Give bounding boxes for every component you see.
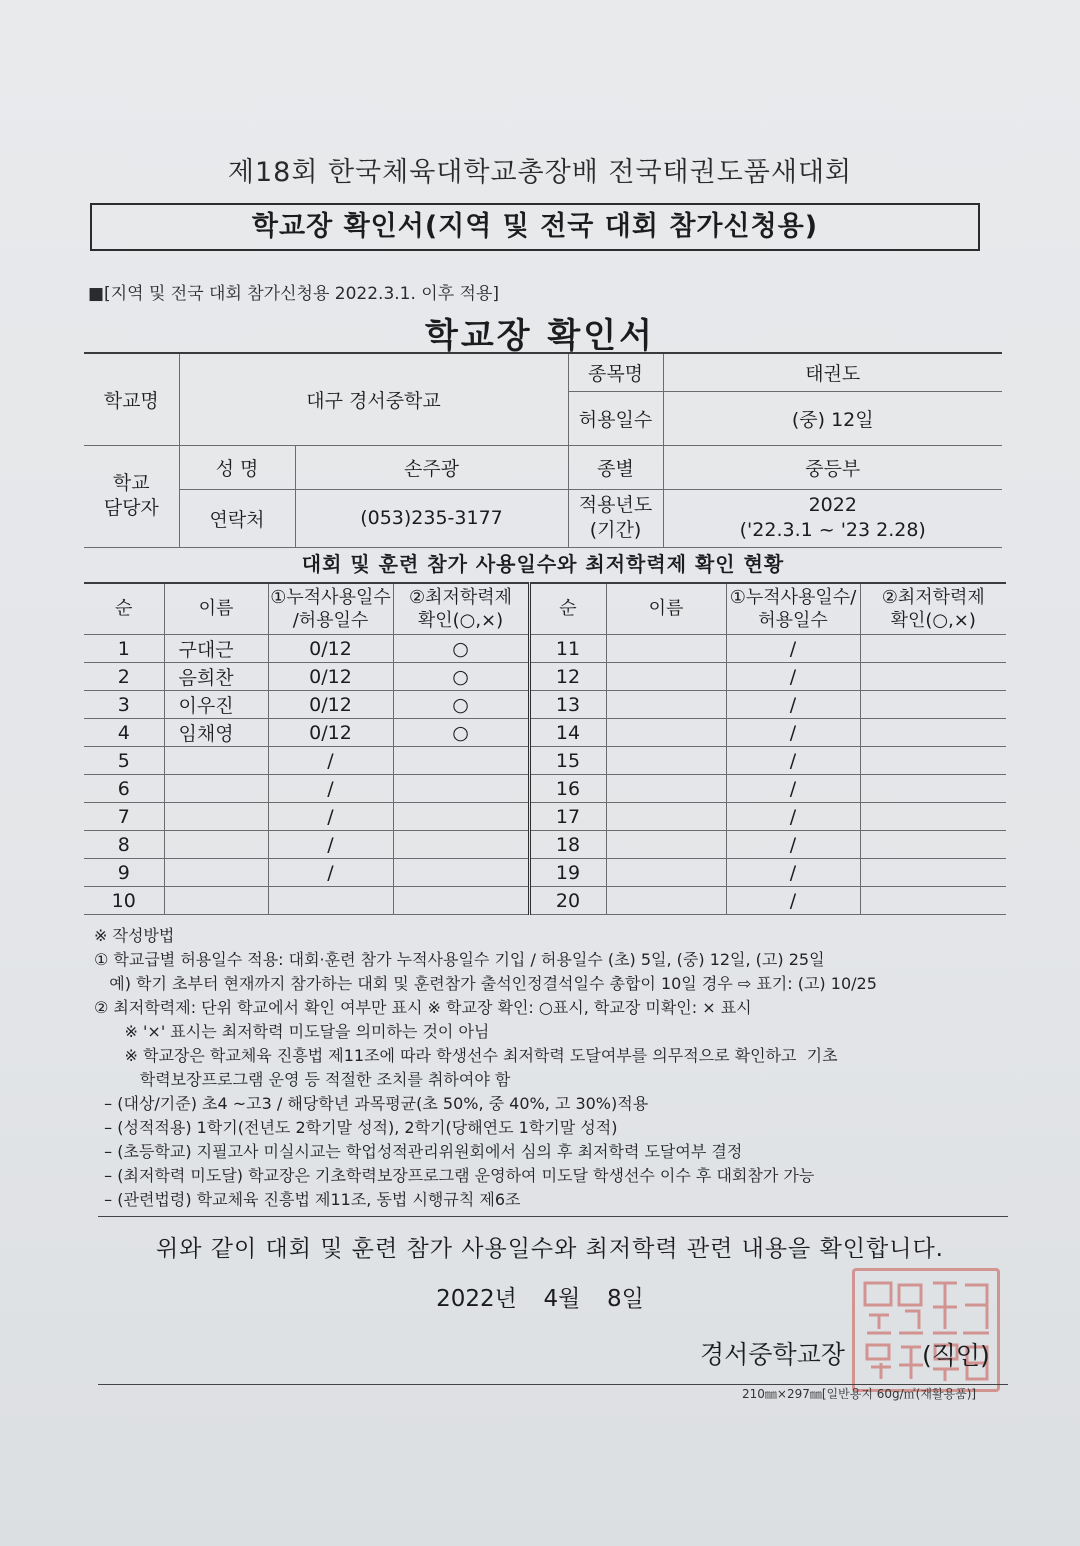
official-seal <box>852 1268 1000 1392</box>
instruction-line: – (초등학교) 지필고사 미실시교는 학업성적관리위원회에서 심의 후 최저학력 도달여부 결정 <box>94 1142 743 1161</box>
col-header-days: ①누적사용일수 /허용일수 <box>268 583 393 635</box>
cell-no: 17 <box>529 803 606 831</box>
sport-label: 종목명 <box>568 353 663 391</box>
col-header-name: 이름 <box>164 583 268 635</box>
name-value: 손주광 <box>295 445 568 489</box>
manager-label: 학교 담당자 <box>84 445 179 547</box>
writing-instructions <box>94 924 1024 1212</box>
cell-name: 이우진 <box>164 691 268 719</box>
cell-days: / <box>726 803 860 831</box>
cell-days: / <box>726 831 860 859</box>
cell-no: 2 <box>84 663 164 691</box>
cell-check <box>393 803 529 831</box>
cell-no: 18 <box>529 831 606 859</box>
cell-days: 0/12 <box>268 691 393 719</box>
cell-name <box>164 747 268 775</box>
cell-no: 14 <box>529 719 606 747</box>
year-value: 2022 ('22.3.1 ~ '23 2.28) <box>663 489 1002 547</box>
cell-no: 20 <box>529 887 606 915</box>
cell-check <box>860 803 1006 831</box>
cell-name <box>606 747 726 775</box>
instruction-line: – (관련법령) 학교체육 진흥법 제11조, 동법 시행규칙 제6조 <box>94 1190 521 1209</box>
confirmation-statement: 위와 같이 대회 및 훈련 참가 사용일수와 최저학력 관련 내용을 확인합니다. <box>156 1236 944 1262</box>
category-value: 중등부 <box>663 445 1002 489</box>
cell-check <box>860 747 1006 775</box>
cell-no: 8 <box>84 831 164 859</box>
school-info-table <box>84 352 1002 548</box>
cell-name <box>164 775 268 803</box>
sport-value: 태권도 <box>663 353 1002 391</box>
cell-no: 5 <box>84 747 164 775</box>
event-title: 제18회 한국체육대학교총장배 전국태권도품새대회 <box>227 157 853 188</box>
cell-days: / <box>726 663 860 691</box>
cell-name <box>164 859 268 887</box>
cell-days: / <box>268 747 393 775</box>
table-row <box>84 887 1006 915</box>
cell-days: / <box>726 719 860 747</box>
cell-check <box>860 775 1006 803</box>
cell-check <box>393 859 529 887</box>
col-header-no-right: 순 <box>529 583 606 635</box>
cell-days: 0/12 <box>268 719 393 747</box>
year-label: 적용년도 (기간) <box>568 489 663 547</box>
cell-days: / <box>268 859 393 887</box>
cell-no: 1 <box>84 635 164 663</box>
cell-name <box>606 719 726 747</box>
instruction-line: ※ '×' 표시는 최저학력 미도달을 의미하는 것이 아님 <box>94 1022 490 1041</box>
student-status-table <box>84 582 1006 915</box>
table-row <box>84 859 1006 887</box>
contact-value: (053)235-3177 <box>295 489 568 547</box>
cell-name <box>606 775 726 803</box>
cell-days: / <box>726 887 860 915</box>
cell-days: / <box>268 831 393 859</box>
cell-days: / <box>268 803 393 831</box>
cell-no: 4 <box>84 719 164 747</box>
cell-check: ○ <box>393 635 529 663</box>
instruction-line: – (대상/기준) 초4 ~고3 / 해당학년 과목평균(초 50%, 중 40%, 고 30%)적용 <box>94 1094 649 1113</box>
cell-name <box>606 887 726 915</box>
col-header-days-right: ①누적사용일수/ 허용일수 <box>726 583 860 635</box>
cell-days: / <box>726 691 860 719</box>
instruction-line: – (최저학력 미도달) 학교장은 기초학력보장프로그램 운영하여 미도달 학생선수 이수 후 대회참가 가능 <box>94 1166 815 1185</box>
cell-name <box>606 831 726 859</box>
cell-check <box>860 691 1006 719</box>
instruction-line: 학력보장프로그램 운영 등 적절한 조치를 취하여야 함 <box>94 1070 511 1089</box>
cell-no: 3 <box>84 691 164 719</box>
section-title: 대회 및 훈련 참가 사용일수와 최저학력제 확인 현황 <box>301 552 785 576</box>
cell-name <box>164 831 268 859</box>
cell-check <box>860 831 1006 859</box>
cell-no: 10 <box>84 887 164 915</box>
cell-name: 음희찬 <box>164 663 268 691</box>
cell-check: ○ <box>393 663 529 691</box>
cell-name <box>606 859 726 887</box>
paper-spec-footer: 210㎜×297㎜[일반용지 60g/㎡(재활용품)] <box>742 1387 977 1401</box>
cell-check <box>393 887 529 915</box>
allowed-days-value: (중) 12일 <box>663 391 1002 445</box>
cell-check <box>860 887 1006 915</box>
cell-check <box>393 831 529 859</box>
table-row <box>84 635 1006 663</box>
cell-name <box>164 803 268 831</box>
cell-check <box>860 663 1006 691</box>
cell-name <box>164 887 268 915</box>
cell-no: 6 <box>84 775 164 803</box>
cell-name <box>606 691 726 719</box>
cell-no: 16 <box>529 775 606 803</box>
instruction-line: ② 최저학력제: 단위 학교에서 확인 여부만 표시 ※ 학교장 확인: ○표시, 학교장 미확인: × 표시 <box>94 998 752 1017</box>
cell-check: ○ <box>393 719 529 747</box>
col-header-check: ②최저학력제 확인(○,×) <box>393 583 529 635</box>
table-row <box>84 831 1006 859</box>
instruction-line: – (성적적용) 1학기(전년도 2학기말 성적), 2학기(당해연도 1학기말 성적) <box>94 1118 618 1137</box>
seal-label: (직인) <box>922 1341 990 1370</box>
principal-signature: 경서중학교장 <box>700 1340 845 1369</box>
cell-name <box>606 663 726 691</box>
divider <box>98 1216 1008 1217</box>
cell-name <box>606 803 726 831</box>
col-header-name-right: 이름 <box>606 583 726 635</box>
cell-no: 12 <box>529 663 606 691</box>
cell-days: / <box>726 775 860 803</box>
allowed-days-label: 허용일수 <box>568 391 663 445</box>
table-row <box>84 775 1006 803</box>
contact-label: 연락처 <box>179 489 295 547</box>
name-label: 성 명 <box>179 445 295 489</box>
cell-check <box>860 635 1006 663</box>
instructions-heading: ※ 작성방법 <box>94 926 175 945</box>
cell-check: ○ <box>393 691 529 719</box>
table-row <box>84 663 1006 691</box>
cell-name: 구대근 <box>164 635 268 663</box>
cell-no: 11 <box>529 635 606 663</box>
cell-no: 19 <box>529 859 606 887</box>
cell-name: 임채영 <box>164 719 268 747</box>
cell-days: 0/12 <box>268 635 393 663</box>
cell-no: 9 <box>84 859 164 887</box>
cell-no: 15 <box>529 747 606 775</box>
cell-days: 0/12 <box>268 663 393 691</box>
instruction-line: 예) 학기 초부터 현재까지 참가하는 대회 및 훈련참가 출석인정결석일수 총합이 10일 경우 ⇨ 표기: (고) 10/25 <box>94 974 877 993</box>
school-name-value: 대구 경서중학교 <box>179 353 568 445</box>
instruction-line: ① 학교급별 허용일수 적용: 대회·훈련 참가 누적사용일수 기입 / 허용일수 (초) 5일, (중) 12일, (고) 25일 <box>94 950 825 969</box>
cell-days: / <box>726 747 860 775</box>
table-row <box>84 691 1006 719</box>
boxed-document-title: 학교장 확인서(지역 및 전국 대회 참가신청용) <box>90 203 980 251</box>
col-header-check-right: ②최저학력제 확인(○,×) <box>860 583 1006 635</box>
instruction-line: ※ 학교장은 학교체육 진흥법 제11조에 따라 학생선수 최저학력 도달여부를 의무적으로 확인하고 기초 <box>94 1046 838 1065</box>
cell-no: 13 <box>529 691 606 719</box>
application-note: ■[지역 및 전국 대회 참가신청용 2022.3.1. 이후 적용] <box>88 284 500 304</box>
cell-check <box>860 859 1006 887</box>
table-row <box>84 719 1006 747</box>
table-row <box>84 803 1006 831</box>
col-header-no: 순 <box>84 583 164 635</box>
category-label: 종별 <box>568 445 663 489</box>
main-title: 학교장 확인서 <box>425 316 655 356</box>
cell-days: / <box>726 635 860 663</box>
cell-days: / <box>726 859 860 887</box>
cell-check <box>860 719 1006 747</box>
school-name-label: 학교명 <box>84 353 179 445</box>
cell-no: 7 <box>84 803 164 831</box>
cell-check <box>393 747 529 775</box>
cell-days: / <box>268 775 393 803</box>
issue-date: 2022년 4월 8일 <box>436 1286 644 1312</box>
cell-name <box>606 635 726 663</box>
cell-check <box>393 775 529 803</box>
table-row <box>84 747 1006 775</box>
cell-days <box>268 887 393 915</box>
